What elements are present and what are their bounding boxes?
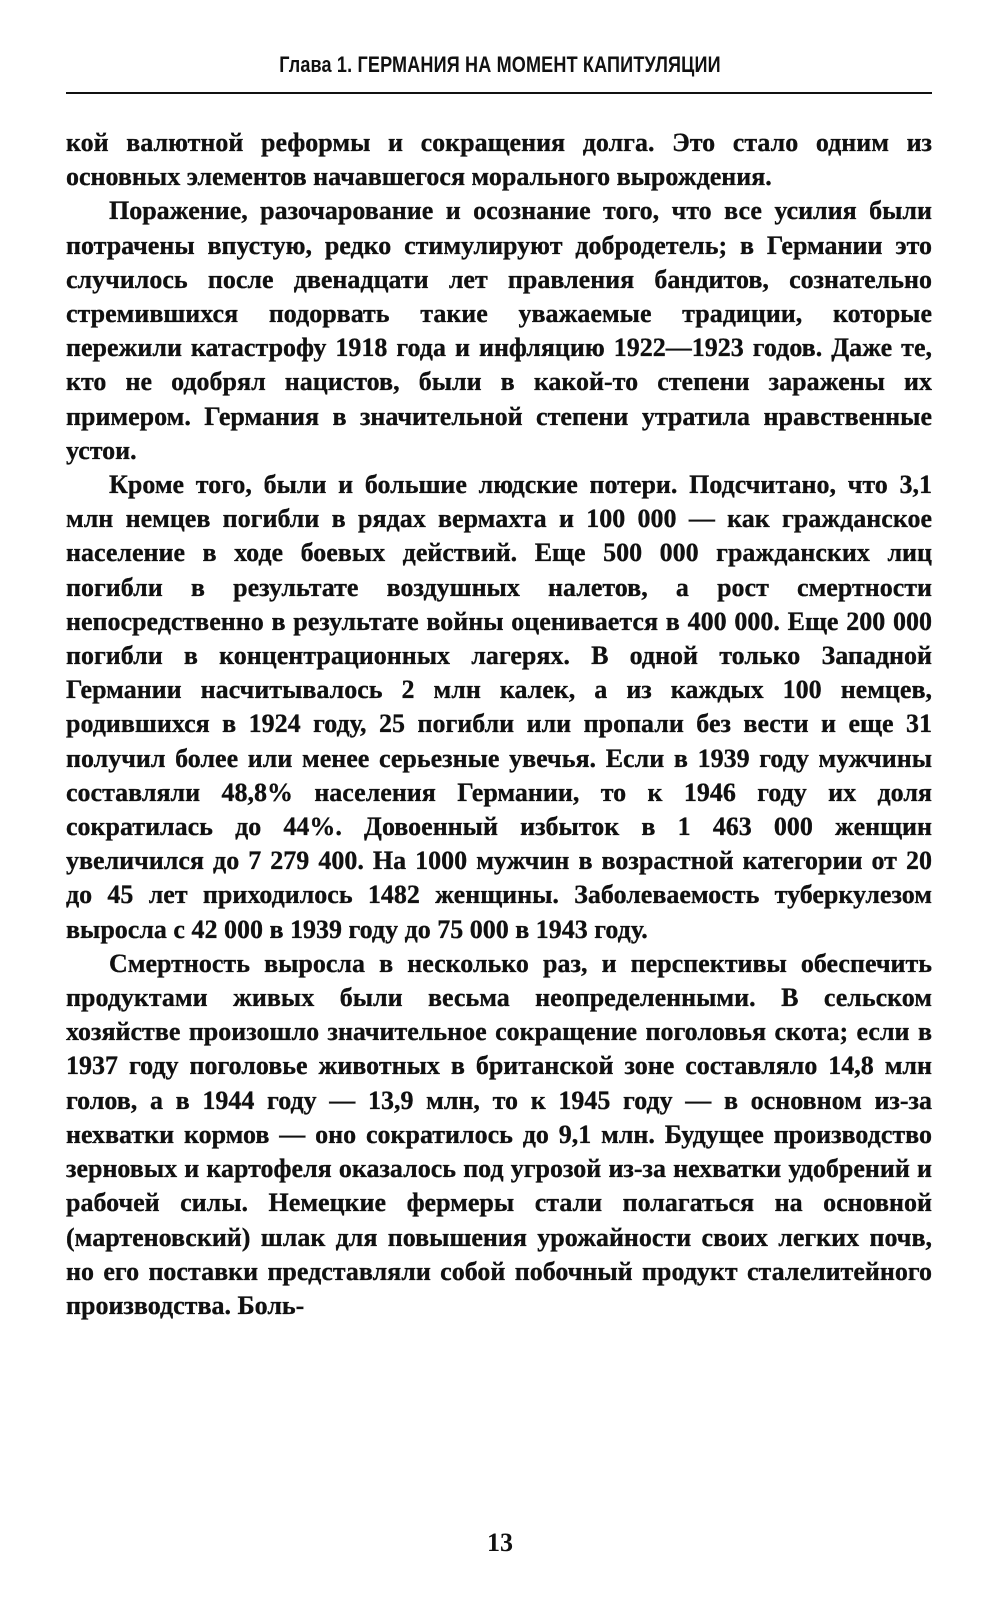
header-rule xyxy=(66,92,932,94)
paragraph-losses: Кроме того, были и большие людские потери. Подсчитано, что 3,1 млн немцев погибли в рядах вермахта и 100 000 — как гражданское население в ходе боевых действий. Еще 500 000 гражданских лиц погибли в результате воздушных налетов, а рост смертности непосредственно в результате войны оценивается в 400 000. Еще 200 000 погибли в концентрационных лагерях. В одной только Западной Германии насчитывалось 2 млн калек, а из каждых 100 немцев, родившихся в 1924 году, 25 погибли или пропали без вести и еще 31 получил более или менее серьезные увечья. Если в 1939 году мужчины составляли 48,8% населения Германии, то к 1946 году их доля сократилась до 44%. Довоенный избыток в 1 463 000 женщин увеличился до 7 279 400. На 1000 мужчин в возрастной категории от 20 до 45 лет приходилось 1482 женщины. Заболеваемость туберкулезом выросла с 42 000 в 1939 году до 75 000 в 1943 году. xyxy=(66,470,932,944)
paragraph-agriculture: Смертность выросла в несколько раз, и перспективы обеспечить продуктами живых были весьма неопределенными. В сельском хозяйстве произошло значительное сокращение поголовья скота; если в 1937 году поголовье животных в британской зоне составляло 14,8 млн голов, а в 1944 году — 13,9 млн, то к 1945 году — в основном из-за нехватки кормов — оно сократилось до 9,1 млн. Будущее производство зерновых и картофеля оказалось под угрозой из-за нехватки удобрений и рабочей силы. Немецкие фермеры стали полагаться на основной (мартеновский) шлак для повышения урожайности своих легких почв, но его поставки представляли собой побочный продукт сталелитейного производства. Боль- xyxy=(66,948,932,1320)
body-text xyxy=(66,126,932,1323)
paragraph-continuation: кой валютной реформы и сокращения долга. Это стало одним из основных элементов начавшегося морального вырождения. xyxy=(66,128,932,192)
running-head: Глава 1. ГЕРМАНИЯ НА МОМЕНТ КАПИТУЛЯЦИИ xyxy=(279,52,721,77)
page-number: 13 xyxy=(487,1528,513,1557)
paragraph-morality: Поражение, разочарование и осознание того, что все усилия были потрачены впустую, редко стимулируют добродетель; в Германии это случилось после двенадцати лет правления бандитов, сознательно стремившихся подорвать такие уважаемые традиции, которые пережили катастрофу 1918 года и инфляцию 1922—1923 годов. Даже те, кто не одобрял нацистов, были в какой-то степени заражены их примером. Германия в значительной степени утратила нравственные устои. xyxy=(66,196,932,465)
